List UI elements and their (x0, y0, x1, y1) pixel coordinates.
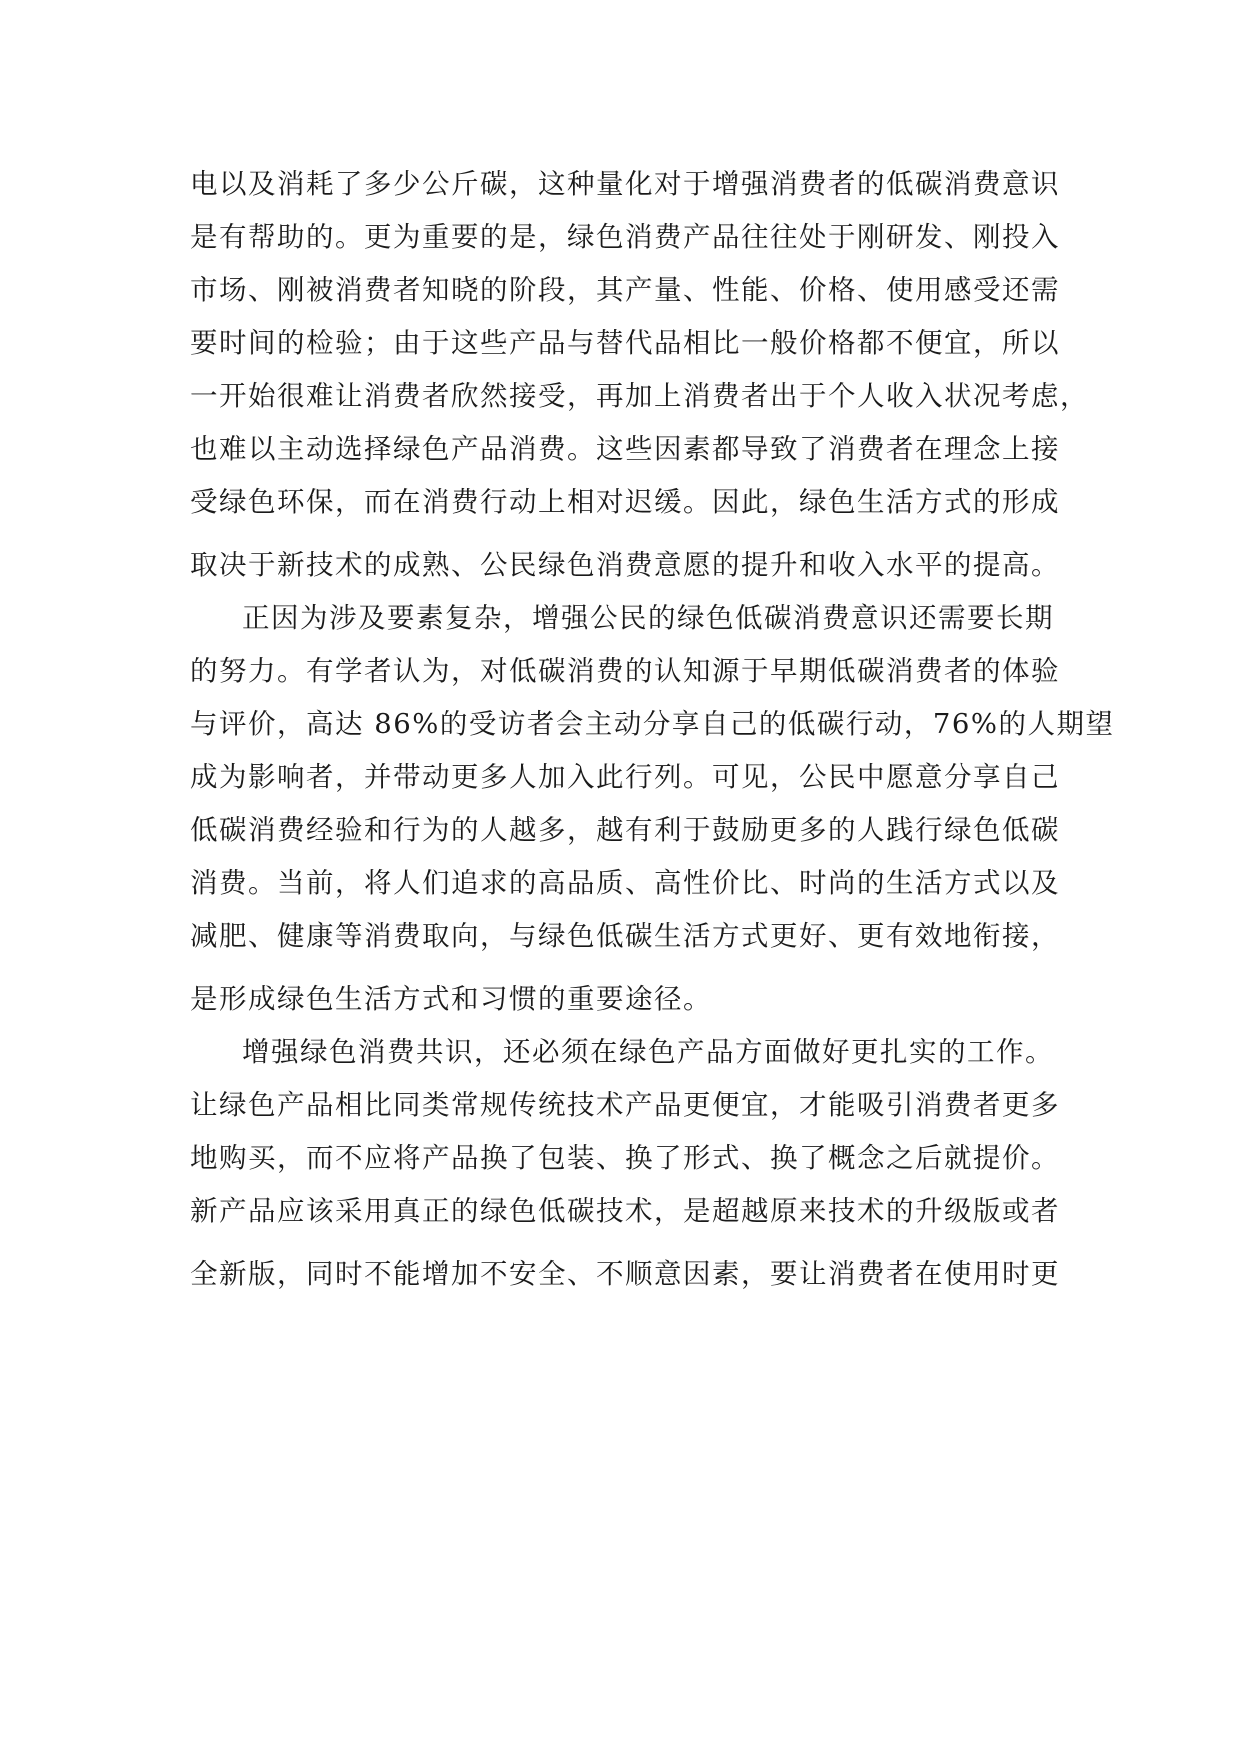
text-line: 是有帮助的。更为重要的是，绿色消费产品往往处于刚研发、刚投入 (190, 221, 1060, 253)
paragraph-start-line: 增强绿色消费共识，还必须在绿色产品方面做好更扎实的工作。 (242, 1036, 1054, 1068)
text-line: 的努力。有学者认为，对低碳消费的认知源于早期低碳消费者的体验 (190, 655, 1060, 687)
text-line: 地购买，而不应将产品换了包装、换了形式、换了概念之后就提价。 (190, 1142, 1060, 1174)
text-line: 要时间的检验；由于这些产品与替代品相比一般价格都不便宜，所以 (190, 327, 1060, 359)
text-line: 减肥、健康等消费取向，与绿色低碳生活方式更好、更有效地衔接， (190, 920, 1060, 952)
body-text (190, 158, 1115, 1301)
text-line: 取决于新技术的成熟、公民绿色消费意愿的提升和收入水平的提高。 (190, 549, 1060, 581)
text-line: 受绿色环保，而在消费行动上相对迟缓。因此，绿色生活方式的形成 (190, 486, 1060, 518)
text-line: 也难以主动选择绿色产品消费。这些因素都导致了消费者在理念上接 (190, 433, 1060, 465)
text-line: 消费。当前，将人们追求的高品质、高性价比、时尚的生活方式以及 (190, 867, 1060, 899)
text-line: 低碳消费经验和行为的人越多，越有利于鼓励更多的人践行绿色低碳 (190, 814, 1060, 846)
text-line: 市场、刚被消费者知晓的阶段，其产量、性能、价格、使用感受还需 (190, 274, 1060, 306)
text-line: 电以及消耗了多少公斤碳，这种量化对于增强消费者的低碳消费意识 (190, 168, 1060, 200)
text-line: 成为影响者，并带动更多人加入此行列。可见，公民中愿意分享自己 (190, 761, 1060, 793)
text-line: 是形成绿色生活方式和习惯的重要途径。 (190, 983, 712, 1015)
paragraph-start-line: 正因为涉及要素复杂，增强公民的绿色低碳消费意识还需要长期 (242, 602, 1054, 634)
text-line: 与评价，高达 86%的受访者会主动分享自己的低碳行动，76%的人期望 (190, 708, 1115, 740)
text-line: 新产品应该采用真正的绿色低碳技术，是超越原来技术的升级版或者 (190, 1195, 1060, 1227)
text-line: 让绿色产品相比同类常规传统技术产品更便宜，才能吸引消费者更多 (190, 1089, 1060, 1121)
text-line: 全新版，同时不能增加不安全、不顺意因素，要让消费者在使用时更 (190, 1258, 1060, 1290)
text-line: 一开始很难让消费者欣然接受，再加上消费者出于个人收入状况考虑， (190, 380, 1089, 412)
